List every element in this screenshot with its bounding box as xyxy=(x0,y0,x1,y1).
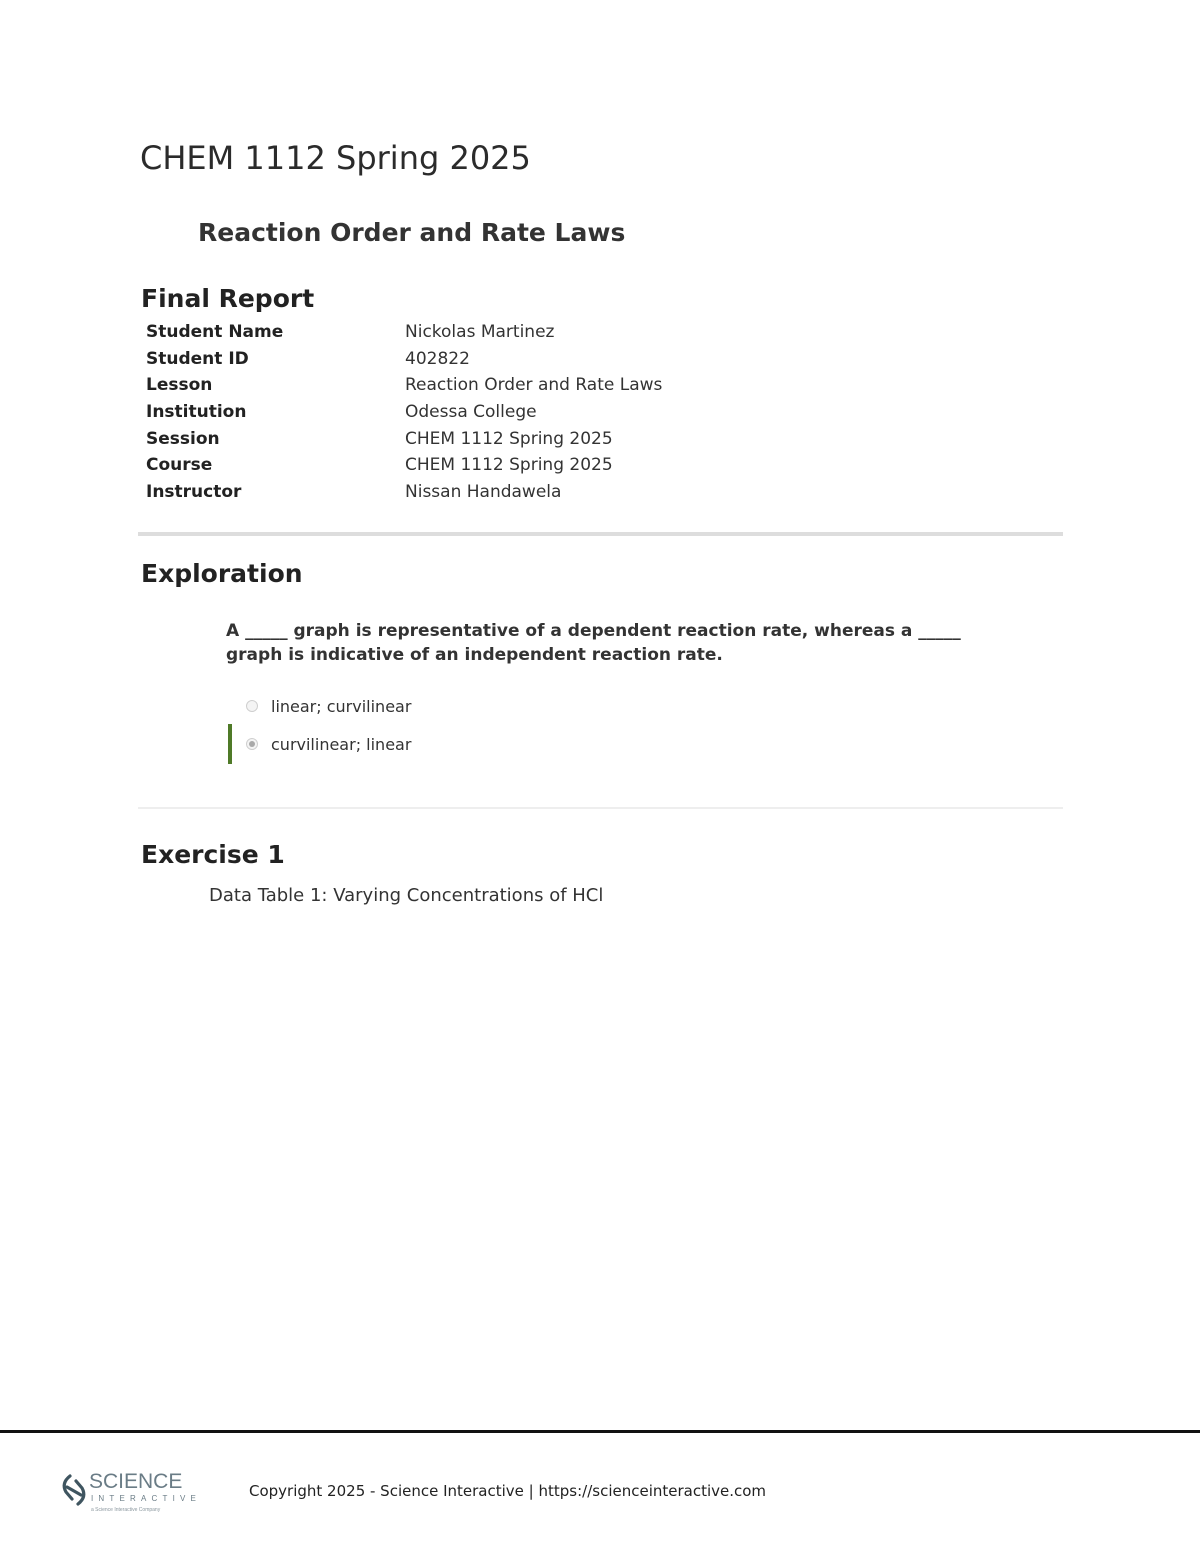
final-report-heading: Final Report xyxy=(141,284,315,313)
info-value: Reaction Order and Rate Laws xyxy=(405,375,663,396)
info-label: Session xyxy=(146,428,220,449)
info-value: Nickolas Martinez xyxy=(405,322,555,342)
footer-rule xyxy=(0,1430,1200,1433)
exploration-question: A _____ graph is representative of a dependent reaction rate, whereas a _____ graph is indicative of an independent reaction rate. xyxy=(226,621,961,665)
info-label: Course xyxy=(146,455,213,476)
info-value: CHEM 1112 Spring 2025 xyxy=(405,428,613,449)
answer-option-label: linear; curvilinear xyxy=(271,696,412,716)
info-label: Instructor xyxy=(146,482,242,503)
info-value: 402822 xyxy=(405,348,470,369)
selected-answer-indicator xyxy=(228,724,232,764)
section-divider xyxy=(138,532,1063,536)
logo-mark-icon xyxy=(64,1476,84,1504)
info-label: Institution xyxy=(146,402,247,423)
info-row-student-name xyxy=(146,319,662,346)
radio-button-selected[interactable] xyxy=(246,738,258,750)
logo-word: SCIENCE xyxy=(89,1470,183,1493)
student-info-table xyxy=(146,319,662,506)
logo-subword: INTERACTIVE xyxy=(91,1494,202,1503)
info-row-instructor xyxy=(146,479,662,506)
info-value: CHEM 1112 Spring 2025 xyxy=(405,455,613,476)
info-row-course xyxy=(146,452,662,479)
info-label: Student ID xyxy=(146,348,249,369)
course-title: CHEM 1112 Spring 2025 xyxy=(140,139,531,177)
info-value: Nissan Handawela xyxy=(405,482,562,503)
info-row-session xyxy=(146,426,662,453)
info-value: Odessa College xyxy=(405,402,537,423)
info-row-student-id xyxy=(146,346,662,373)
answer-option-curvilinear-linear[interactable] xyxy=(228,724,411,764)
info-label: Student Name xyxy=(146,322,284,342)
data-table-1-caption: Data Table 1: Varying Concentrations of HCl xyxy=(209,885,604,906)
info-row-lesson xyxy=(146,372,662,399)
exercise-1-heading: Exercise 1 xyxy=(141,840,285,869)
radio-button[interactable] xyxy=(246,700,258,712)
section-divider xyxy=(138,807,1063,809)
answer-option-label: curvilinear; linear xyxy=(271,734,412,754)
info-label: Lesson xyxy=(146,375,213,396)
science-interactive-logo xyxy=(58,1468,208,1514)
exploration-heading: Exploration xyxy=(141,559,303,588)
answer-option-linear-curvilinear[interactable] xyxy=(228,686,411,726)
logo-tagline: a Science Interactive Company xyxy=(91,1507,161,1513)
lesson-title: Reaction Order and Rate Laws xyxy=(198,218,626,247)
footer-copyright: Copyright 2025 - Science Interactive | https://scienceinteractive.com xyxy=(249,1482,767,1500)
info-row-institution xyxy=(146,399,662,426)
